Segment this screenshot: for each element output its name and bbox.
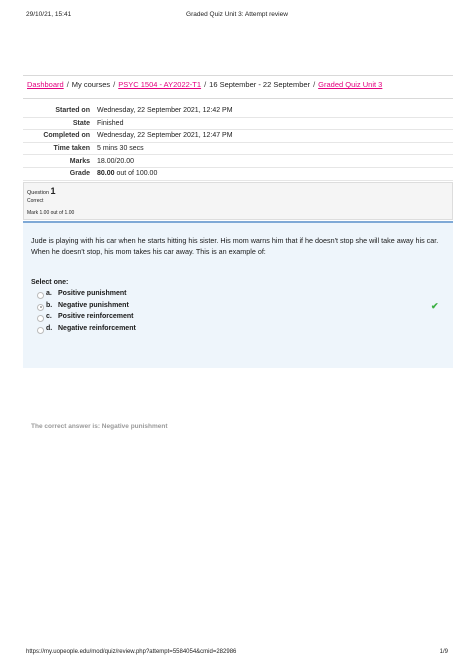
question-text: Jude is playing with his car when he starts hitting his sister. His mom warns him that if he doesn't stop she will take away his car. When he doesn't stop, his mom takes his car away. This is an example of: bbox=[31, 236, 439, 256]
answer-text: Negative reinforcement bbox=[58, 324, 136, 332]
breadcrumb-separator: / bbox=[66, 80, 69, 89]
summary-value: 5 mins 30 secs bbox=[95, 142, 453, 155]
breadcrumb-bar bbox=[23, 75, 453, 99]
grade-suffix: out of 100.00 bbox=[114, 170, 158, 178]
radio-button[interactable] bbox=[37, 327, 44, 334]
radio-button[interactable] bbox=[37, 292, 44, 299]
answer-option-b[interactable] bbox=[37, 302, 447, 314]
print-page-number: 1/9 bbox=[439, 649, 448, 655]
question-prefix: Question bbox=[27, 190, 51, 196]
question-number bbox=[27, 186, 56, 196]
answer-option-d[interactable] bbox=[37, 325, 447, 337]
select-one-prompt: Select one: bbox=[31, 279, 69, 286]
correct-answer-feedback: The correct answer is: Negative punishment bbox=[31, 423, 168, 430]
answer-text: Positive reinforcement bbox=[58, 313, 134, 320]
summary-value: Finished bbox=[95, 117, 453, 130]
breadcrumb-week: 16 September - 22 September bbox=[209, 80, 311, 89]
breadcrumb-dashboard[interactable]: Dashboard bbox=[27, 80, 64, 89]
answer-text: Positive punishment bbox=[58, 290, 127, 297]
summary-value: Wednesday, 22 September 2021, 12:47 PM bbox=[95, 130, 453, 143]
question-mark: Mark 1.00 out of 1.00 bbox=[27, 210, 75, 216]
summary-row-grade bbox=[23, 167, 453, 180]
summary-label: Marks bbox=[23, 155, 95, 168]
question-content bbox=[23, 223, 453, 430]
summary-value bbox=[95, 167, 453, 180]
breadcrumb-my-courses: My courses bbox=[71, 80, 111, 89]
breadcrumb-separator: / bbox=[313, 80, 316, 89]
summary-row-marks bbox=[23, 155, 453, 168]
summary-label: Completed on bbox=[23, 130, 95, 143]
summary-row-started bbox=[23, 105, 453, 117]
attempt-summary-table bbox=[23, 105, 453, 181]
question-number-value: 1 bbox=[50, 186, 56, 196]
answer-text: Negative punishment bbox=[58, 301, 129, 309]
summary-row-state bbox=[23, 117, 453, 130]
summary-value: Wednesday, 22 September 2021, 12:42 PM bbox=[95, 105, 453, 117]
answer-letter: c. bbox=[46, 313, 52, 320]
answer-option-c[interactable] bbox=[37, 313, 447, 325]
print-datetime: 29/10/21, 15:41 bbox=[26, 11, 72, 18]
breadcrumb-separator: / bbox=[113, 80, 116, 89]
breadcrumb bbox=[27, 80, 382, 89]
breadcrumb-quiz[interactable]: Graded Quiz Unit 3 bbox=[318, 80, 383, 89]
summary-value: 18.00/20.00 bbox=[95, 155, 453, 168]
answer-letter: b. bbox=[46, 301, 53, 309]
summary-label: Started on bbox=[23, 105, 95, 117]
print-url: https://my.uopeople.edu/mod/quiz/review.php?attempt=5584054&cmid=282986 bbox=[26, 649, 237, 655]
quiz-review-page bbox=[23, 75, 453, 430]
radio-button[interactable] bbox=[37, 315, 44, 322]
summary-label: Time taken bbox=[23, 142, 95, 155]
breadcrumb-separator: / bbox=[204, 80, 207, 89]
summary-row-completed bbox=[23, 130, 453, 143]
summary-label: State bbox=[23, 117, 95, 130]
summary-label: Grade bbox=[23, 167, 95, 180]
question-state: Correct bbox=[27, 198, 44, 204]
answer-letter: a. bbox=[46, 290, 52, 297]
radio-button-selected[interactable] bbox=[37, 304, 44, 311]
answer-letter: d. bbox=[46, 324, 53, 332]
question-info-box bbox=[23, 182, 453, 220]
summary-row-time-taken bbox=[23, 142, 453, 155]
print-page-title: Graded Quiz Unit 3: Attempt review bbox=[186, 11, 288, 18]
grade-score: 80.00 bbox=[97, 170, 115, 178]
answer-list bbox=[37, 290, 447, 336]
breadcrumb-course[interactable]: PSYC 1504 - AY2022-T1 bbox=[118, 80, 202, 89]
correct-check-icon: ✔ bbox=[431, 300, 439, 311]
answer-option-a[interactable] bbox=[37, 290, 447, 302]
